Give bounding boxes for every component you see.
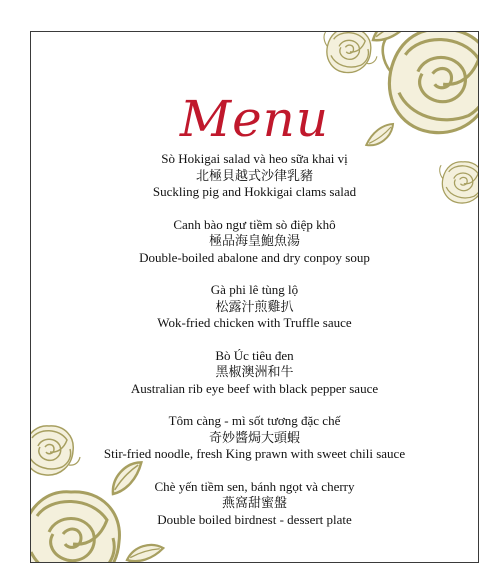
- menu-item-vietnamese: Canh bào ngư tiềm sò điệp khô: [173, 216, 336, 232]
- menu-item-english: Wok-fried chicken with Truffle sauce: [157, 315, 352, 330]
- menu-item-chinese: 北極貝越式沙律乳豬: [195, 167, 313, 183]
- menu-card: [30, 31, 479, 563]
- menu-item-chinese: 極品海皇鮑魚湯: [208, 233, 300, 248]
- menu-item: [31, 413, 478, 463]
- menu-item-english: Suckling pig and Hokkigai clams salad: [152, 184, 357, 199]
- menu-title: Menu: [179, 90, 330, 148]
- menu-item-chinese: 燕窩甜蜜盤: [221, 495, 287, 510]
- menu-item-vietnamese: Sò Hokigai salad và heo sữa khai vị: [161, 151, 348, 166]
- menu-item-vietnamese: Gà phi lê tùng lộ: [210, 282, 299, 297]
- menu-item-chinese: 奇妙醬焗大頭蝦: [208, 429, 300, 445]
- menu-item: [31, 348, 478, 398]
- menu-item-english: Australian rib eye beef with black pepper sauce: [130, 380, 379, 396]
- menu-item: [31, 217, 478, 267]
- menu-item-chinese: 黑椒澳洲和牛: [215, 364, 294, 379]
- menu-item: [31, 151, 478, 201]
- menu-item-vietnamese: Tôm càng - mì sốt tương đặc chế: [168, 413, 341, 428]
- menu-item: [31, 479, 478, 529]
- menu-item-chinese: 松露汁煎雞扒: [215, 298, 294, 314]
- menu-item: [31, 282, 478, 332]
- menu-item-vietnamese: Chè yến tiềm sen, bánh ngọt và cherry: [154, 478, 355, 494]
- menu-item-english: Double boiled birdnest - dessert plate: [157, 511, 352, 527]
- menu-item-english: Stir-fried noodle, fresh King prawn with sweet chili sauce: [103, 446, 406, 461]
- menu-items: [31, 151, 478, 544]
- menu-item-vietnamese: Bò Úc tiêu đen: [215, 347, 294, 363]
- menu-item-english: Double-boiled abalone and dry conpoy soup: [139, 249, 370, 265]
